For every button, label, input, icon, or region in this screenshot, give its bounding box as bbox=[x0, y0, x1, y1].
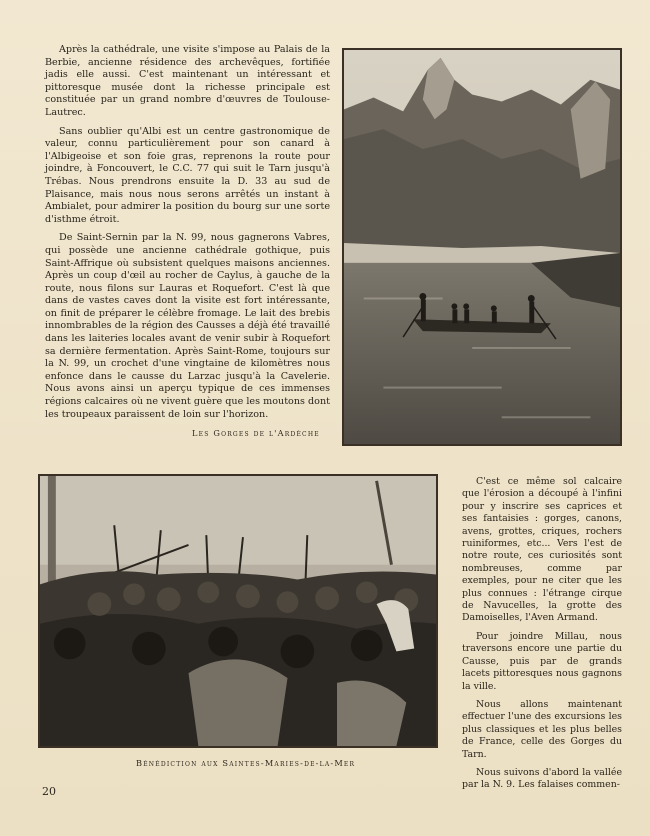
gorges-photo-illustration bbox=[344, 50, 620, 444]
paragraph: Nous suivons d'abord la vallée par la N. 9. Les falaises commen- bbox=[462, 766, 622, 791]
paragraph: Nous allons maintenant effectuer l'une des excursions les plus classiques et les plus belles de France, celle des Gorges du Tarn. bbox=[462, 698, 622, 760]
photo-benediction bbox=[38, 474, 438, 748]
caption-gorges: Les Gorges de l'Ardèche bbox=[192, 428, 320, 438]
paragraph: Après la cathédrale, une visite s'impose au Palais de la Berbie, ancienne résidence des archevêques, fortifiée jadis elle aussi. C'est maintenant un intéressant et pittoresque musée dont la richesse principale est constituée par un grand nombre d'œuvres de Toulouse-Lautrec. bbox=[45, 44, 330, 118]
paragraph: De Saint-Sernin par la N. 99, nous gagnerons Vabres, qui possède une ancienne cathédrale gothique, puis Saint-Affrique où subsistent quelques maisons anciennes. Après un coup d'œil au rocher de Caylus, à gauche de la route, nous filons sur Lauras et Roquefort. C'est là que dans de vastes caves dont la visite est fort intéressante, on finit de préparer le célèbre fromage. Le lait des brebis innombrables de la région des Causses a déjà été travaillé dans les laiteries locales avant de venir subir à Roquefort sa dernière fermentation. Après Saint-Rome, toujours sur la N. 99, un crochet d'une vingtaine de kilomètres nous enfonce dans le causse du Larzac jusqu'à la Cavelerie. Nous avons ainsi un aperçu typique de ces immenses régions calcaires où ne vivent guère que les moutons dont les troupeaux paraissent de loin sur l'horizon. bbox=[45, 232, 330, 420]
paragraph: C'est ce même sol calcaire que l'érosion a découpé à l'infini pour y inscrire ses caprices et ses fantaisies : gorges, canons, avens, grottes, criques, rochers ruiniformes, etc... Vers l'est de notre route, ces curiosités sont nombreuses, comme par exemples, pour ne citer que les plus connues : l'étrange cirque de Navucelles, la grotte des Damoiselles, l'Aven Armand. bbox=[462, 476, 622, 624]
right-text-column bbox=[462, 476, 622, 798]
benediction-photo-illustration bbox=[40, 476, 436, 746]
paragraph: Sans oublier qu'Albi est un centre gastronomique de valeur, connu particulièrement pour son canard à l'Albigeoise et son foie gras, reprenons la route pour joindre, à Foncouvert, le C.C. 77 qui suit le Tarn jusqu'à Trébas. Nous prendrons ensuite la D. 33 au sud de Plaisance, mais nous nous serons arrêtés un instant à Ambialet, pour admirer la position du bourg sur une sorte d'isthme étroit. bbox=[45, 125, 330, 225]
photo-gorges-ardeche bbox=[342, 48, 622, 446]
page-number: 20 bbox=[42, 785, 56, 798]
paragraph: Pour joindre Millau, nous traversons encore une partie du Causse, puis par de grands lacets pittoresques nous gagnons la ville. bbox=[462, 630, 622, 692]
top-left-text-column bbox=[45, 44, 330, 427]
caption-benediction: Bénédiction aux Saintes-Maries-de-la-Mer bbox=[136, 758, 356, 768]
